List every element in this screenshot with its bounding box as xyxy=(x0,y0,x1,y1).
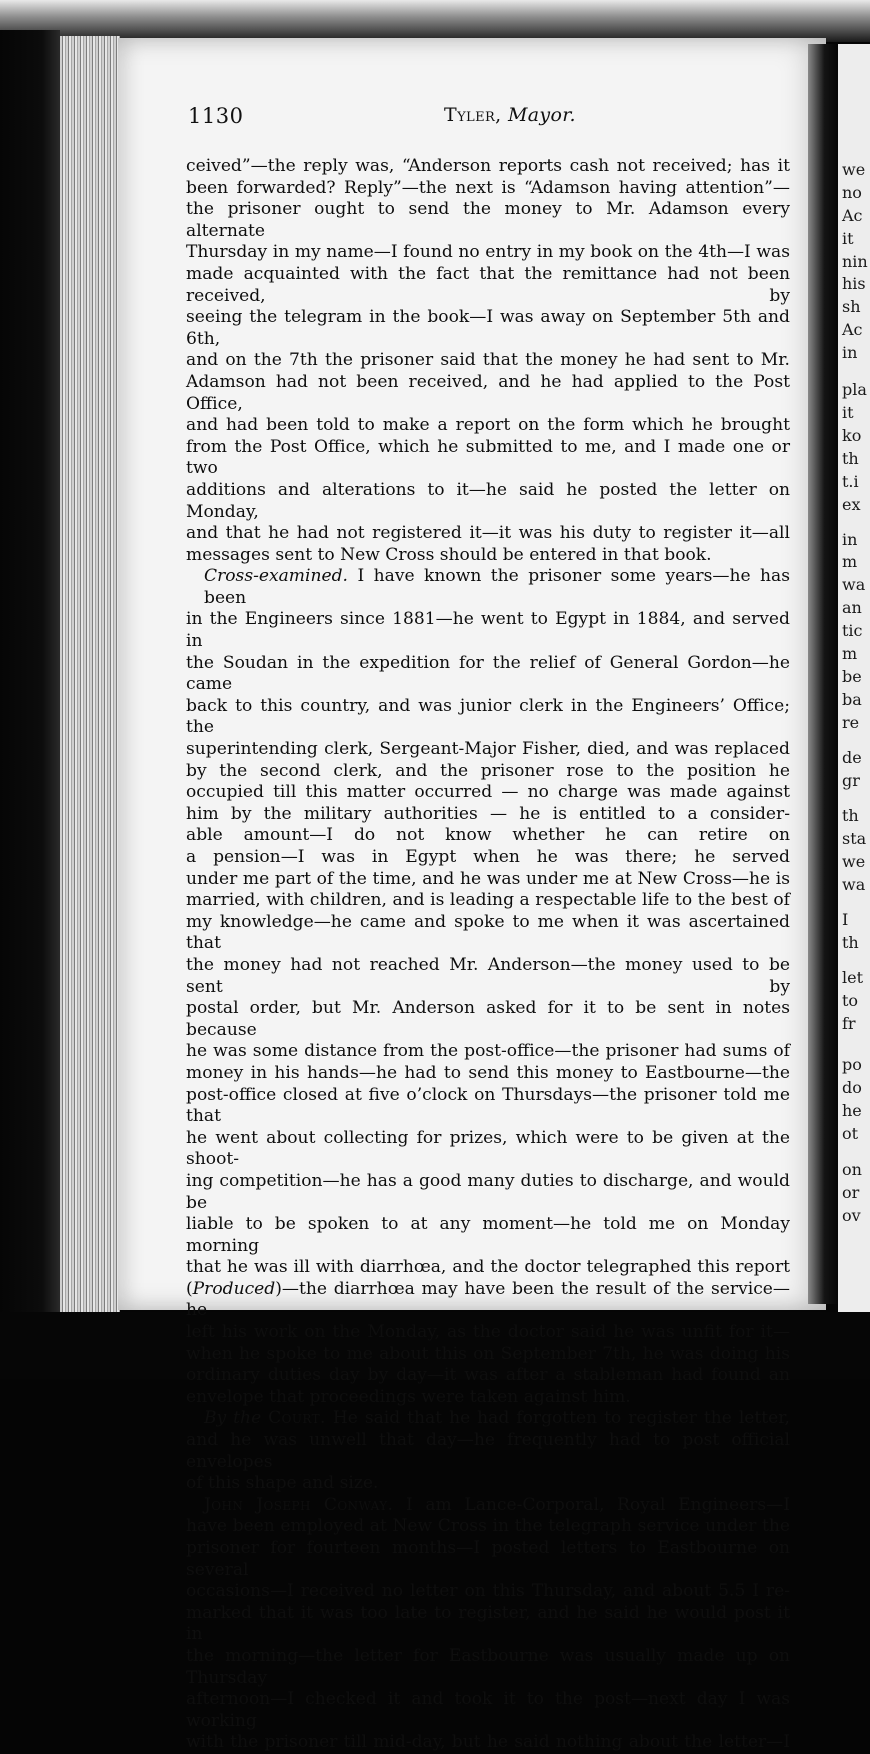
witness-name: John Joseph Conway. xyxy=(204,1494,394,1515)
text-line xyxy=(186,1408,790,1430)
text-line: liable to be spoken to at any moment—he told me on Monday morning xyxy=(186,1214,790,1256)
text-line: my knowledge—he came and spoke to me when it was ascertained that xyxy=(186,911,790,954)
text-line: Thursday in my name—I found no entry in my book on the 4th—I was xyxy=(186,242,790,263)
facing-page-fragment: re xyxy=(842,713,860,732)
text-line: and on the 7th the prisoner said that the money he had sent to Mr. xyxy=(186,350,790,371)
text-line: superintending clerk, Sergeant-Major Fisher, died, and was replaced xyxy=(186,739,790,760)
facing-page-fragment: it xyxy=(842,229,854,248)
facing-page-fragment: tic xyxy=(842,621,863,640)
line-text: I have known the prisoner some years—he has been xyxy=(204,566,790,608)
text-line: postal order, but Mr. Anderson asked for it to be sent in notes because xyxy=(186,998,790,1040)
text-line: back to this country, and was junior clerk in the Engineers’ Office; the xyxy=(186,695,790,738)
running-head-title: Mayor. xyxy=(508,104,576,126)
facing-page-fragment: wa xyxy=(842,875,866,894)
text-line: with the prisoner till mid-day, but he said nothing about the letter—I xyxy=(186,1732,790,1753)
facing-page-fragment: ot xyxy=(842,1124,859,1143)
text-line: Adamson had not been received, and he had applied to the Post Office, xyxy=(186,371,790,414)
facing-page-fragment: Ac xyxy=(842,206,863,225)
facing-page-fragment: de xyxy=(842,748,862,767)
facing-page-fragment: ex xyxy=(842,495,861,514)
text-line xyxy=(186,566,790,609)
text-line: seeing the telegram in the book—I was away on September 5th and 6th, xyxy=(186,307,790,349)
text-line: under me part of the time, and he was under me at New Cross—he is xyxy=(186,868,790,889)
facing-page-fragment: m xyxy=(842,644,858,663)
facing-page-fragment: let xyxy=(842,968,864,987)
text-line: the Soudan in the expedition for the relief of General Gordon—he came xyxy=(186,652,790,695)
facing-page-fragment: Ac xyxy=(842,320,863,339)
text-line: he was some distance from the post-office—the prisoner had sums of xyxy=(186,1041,790,1062)
text-line: that he was ill with diarrhœa, and the doctor telegraphed this report xyxy=(186,1257,790,1278)
text-line: the morning—the letter for Eastbourne was usually made up on Thursday xyxy=(186,1645,790,1688)
text-line: from the Post Office, which he submitted to me, and I made one or two xyxy=(186,436,790,479)
text-line xyxy=(186,1495,790,1517)
facing-page-fragment: his xyxy=(842,274,866,293)
line-text: )—the diarrhœa may have been the result of the service—he xyxy=(186,1278,790,1321)
text-line: the prisoner ought to send the money to Mr. Adamson every alternate xyxy=(186,199,790,241)
text-line: envelope that proceedings were taken against him. xyxy=(186,1386,631,1407)
paragraph-witness-conway xyxy=(186,1495,790,1754)
text-line: and had been told to make a report on the form which he brought xyxy=(186,415,790,436)
text-line: money in his hands—he had to send this money to Eastbourne—the xyxy=(186,1062,790,1083)
scan-left-border xyxy=(0,30,60,1379)
running-head-name: Tyler, xyxy=(444,104,509,126)
text-line: occupied till this matter occurred — no charge was made against xyxy=(186,782,790,803)
text-line: married, with children, and is leading a respectable life to the best of xyxy=(186,890,790,911)
text-line: him by the military authorities — he is entitled to a consider- xyxy=(186,803,790,824)
text-line: afternoon—I checked it and took it to the post—next day I was working xyxy=(186,1689,790,1731)
text-line: messages sent to New Cross should be entered in that book. xyxy=(186,544,712,565)
facing-page-fragment: gr xyxy=(842,771,860,790)
facing-page-fragment: it xyxy=(842,403,854,422)
line-text: He said that he had forgotten to register the letter, xyxy=(325,1408,790,1429)
text-line: additions and alterations to it—he said he posted the letter on Monday, xyxy=(186,479,790,522)
facing-page-fragment: th xyxy=(842,449,859,468)
text-line: of this shape and size. xyxy=(186,1473,379,1494)
scan-top-border xyxy=(0,0,870,42)
running-head xyxy=(444,104,576,126)
facing-page xyxy=(838,44,870,1316)
text-line: occasions—I received no letter on this Thursday, and about 5.5 I re- xyxy=(186,1581,790,1602)
text-line: a pension—I was in Egypt when he was there; he served xyxy=(186,847,790,867)
facing-page-fragment: m xyxy=(842,552,858,571)
page-edges xyxy=(60,36,120,1316)
court-label: Court. xyxy=(268,1408,326,1429)
facing-page-fragment: be xyxy=(842,667,862,686)
text-line: he went about collecting for prizes, which were to be given at the shoot- xyxy=(186,1127,790,1170)
text-line: post-office closed at five o’clock on Thursdays—the prisoner told me that xyxy=(186,1084,790,1127)
facing-page-fragment: or xyxy=(842,1183,860,1202)
text-line: in the Engineers since 1881—he went to Egypt in 1884, and served in xyxy=(186,609,790,652)
facing-page-fragment: pla xyxy=(842,380,867,399)
book-gutter xyxy=(808,44,838,1304)
facing-page-fragment: ba xyxy=(842,690,862,709)
text-line: and that he had not registered it—it was his duty to register it—all xyxy=(186,523,790,544)
text-line xyxy=(186,1279,790,1322)
text-line: marked that it was too late to register, and he said he would post it in xyxy=(186,1602,790,1645)
facing-page-fragment: in xyxy=(842,343,858,362)
cross-examined-label: Cross-examined. xyxy=(204,566,348,587)
text-line: left his work on the Monday, as the doctor said he was unfit for it— xyxy=(186,1322,790,1343)
facing-page-fragment: sh xyxy=(842,297,861,316)
facing-page-fragment: no xyxy=(842,183,862,202)
text-line: been forwarded? Reply”—the next is “Adamson having attention”— xyxy=(186,177,790,198)
facing-page-fragment: an xyxy=(842,598,862,617)
line-text: ( xyxy=(186,1278,193,1299)
facing-page-fragment: on xyxy=(842,1160,862,1179)
facing-page-fragment: in xyxy=(842,530,858,549)
facing-page-fragment: wa xyxy=(842,575,866,594)
facing-page-fragment: we xyxy=(842,160,866,179)
page-number: 1130 xyxy=(188,104,244,128)
facing-page-fragment: ov xyxy=(842,1206,861,1225)
facing-page-fragment: to xyxy=(842,991,859,1010)
facing-page-fragment: sta xyxy=(842,829,867,848)
text-line: the money had not reached Mr. Anderson—the money used to be sent by xyxy=(186,954,790,997)
facing-page-fragment: th xyxy=(842,933,859,952)
text-line: made acquainted with the fact that the remittance had not been received, by xyxy=(186,263,790,306)
text-line: prisoner for fourteen months—I posted letters to Eastbourne on several xyxy=(186,1538,790,1580)
facing-page-fragment: we xyxy=(842,852,866,871)
paragraph-by-the-court xyxy=(186,1408,790,1494)
text-line: ordinary duties day by day—it was after a stableman had found an xyxy=(186,1365,790,1386)
paragraph-testimony-continued xyxy=(186,156,790,566)
facing-page-fragment: I xyxy=(842,910,849,929)
facing-page-fragment: ko xyxy=(842,426,862,445)
facing-page-fragment: he xyxy=(842,1101,862,1120)
page-body xyxy=(186,156,790,1754)
line-text: I am Lance-Corporal, Royal Engineers—I xyxy=(393,1494,791,1515)
text-line: when he spoke to me about this on September 7th, he was doing his xyxy=(186,1343,790,1364)
facing-page-fragment: th xyxy=(842,806,859,825)
text-line: have been employed at New Cross in the telegraph service under the xyxy=(186,1516,790,1537)
text-line: ing competition—he has a good many duties to discharge, and would be xyxy=(186,1170,790,1213)
produced-label: Produced xyxy=(192,1278,276,1299)
facing-page-fragment: fr xyxy=(842,1014,856,1033)
facing-page-fragment: po xyxy=(842,1055,862,1074)
text-line: by the second clerk, and the prisoner rose to the position he xyxy=(186,760,790,781)
facing-page-fragment: nin xyxy=(842,252,868,271)
paragraph-cross-examination xyxy=(186,566,790,1408)
by-the-label: By the xyxy=(204,1408,269,1429)
facing-page-fragment: do xyxy=(842,1078,862,1097)
text-line: able amount—I do not know whether he can retire on xyxy=(186,825,790,846)
text-line: and he was unwell that day—he frequently had to post official envelopes xyxy=(186,1430,790,1472)
facing-page-fragment: t.i xyxy=(842,472,859,491)
text-line: ceived”—the reply was, “Anderson reports cash not received; has it xyxy=(186,156,790,176)
